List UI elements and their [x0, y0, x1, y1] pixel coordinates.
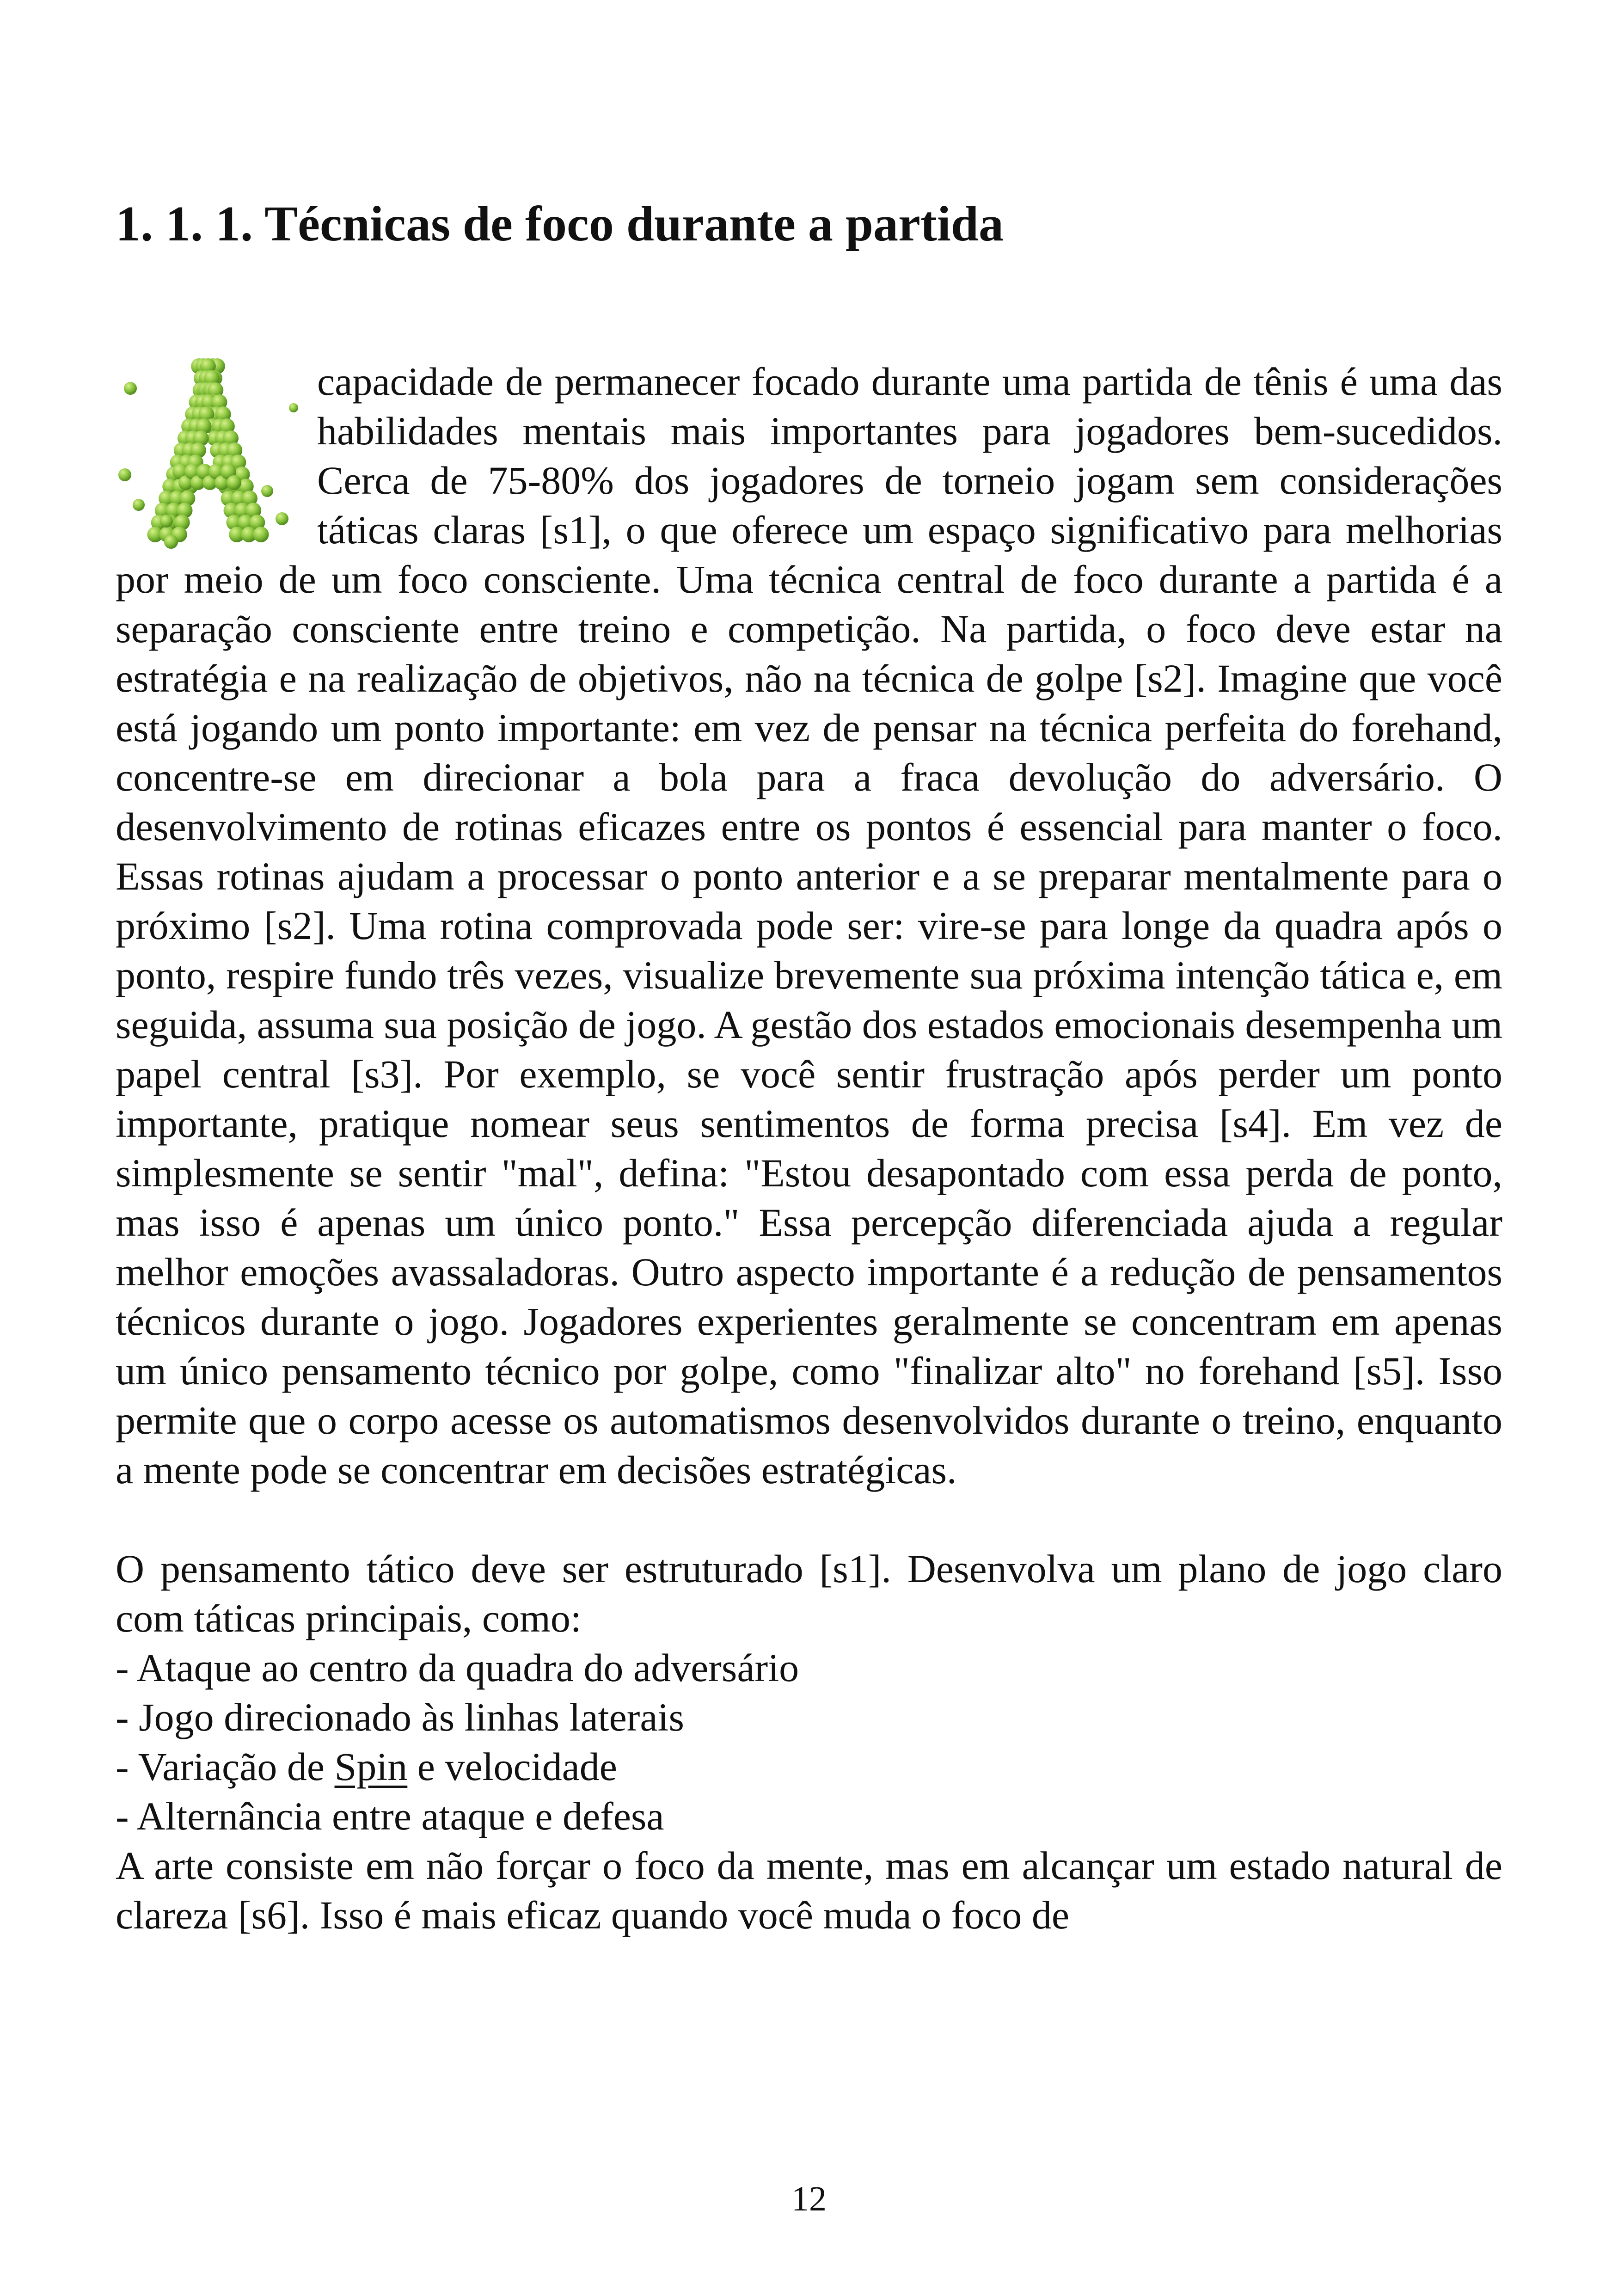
- dropcap-ball: [276, 512, 288, 525]
- spin-link[interactable]: Spin: [334, 1744, 408, 1789]
- dropcap-ball: [160, 515, 173, 528]
- dropcap-ball: [118, 468, 131, 481]
- dropcap-ball: [124, 382, 137, 395]
- dropcap-ball: [133, 499, 145, 511]
- body-text: [116, 357, 1502, 1940]
- list-item: - Ataque ao centro da quadra do adversário: [116, 1645, 799, 1690]
- paragraph-intro: [116, 357, 1502, 1495]
- section-heading: 1. 1. 1. Técnicas de foco durante a partida: [116, 196, 1004, 252]
- paragraph-intro-text: capacidade de permanecer focado durante uma partida de tênis é uma das habilidades mentais mais importantes para jogadores bem-sucedidos. Cerca de 75-80% dos jogadores de torneio jogam sem considerações táticas claras [s1], o que oferece um espaço significativo para melhorias por meio de um foco consciente. Uma técnica central de foco durante a partida é a separação consciente entre treino e competição. Na partida, o foco deve estar na estratégia e na realização de objetivos, não na técnica de golpe [s2]. Imagine que você está jogando um ponto importante: em vez de pensar na técnica perfeita do forehand, concentre-se em direcionar a bola para a fraca devolução do adversário. O desenvolvimento de rotinas eficazes entre os pontos é essencial para manter o foco. Essas rotinas ajudam a processar o ponto anterior e a se preparar mentalmente para o próximo [s2]. Uma rotina comprovada pode ser: vire-se para longe da quadra após o ponto, respire fundo três vezes, visualize brevemente sua próxima intenção tática e, em seguida, assuma sua posição de jogo. A gestão dos estados emocionais desempenha um papel central [s3]. Por exemplo, se você sentir frustração após perder um ponto importante, pratique nomear seus sentimentos de forma precisa [s4]. Em vez de simplesmente se sentir "mal", defina: "Estou desapontado com essa perda de ponto, mas isso é apenas um único ponto." Essa percepção diferenciada ajuda a regular melhor emoções avassaladoras. Outro aspecto importante é a redução de pensamentos técnicos durante o jogo. Jogadores experientes geralmente se concentram em apenas um único pensamento técnico por golpe, como "finalizar alto" no forehand [s5]. Isso permite que o corpo acesse os automatismos desenvolvidos durante o treino, enquanto a mente pode se concentrar em decisões estratégicas.: [116, 359, 1502, 1492]
- list-item: - Alternância entre ataque e defesa: [116, 1794, 664, 1838]
- dropcap-ball: [289, 403, 298, 412]
- dropcap-letter-a-image: [111, 352, 305, 551]
- list-item: [116, 1742, 1502, 1792]
- dropcap-svg: [111, 352, 305, 551]
- page-number: 12: [791, 2179, 827, 2218]
- list-item: - Jogo direcionado às linhas laterais: [116, 1695, 684, 1739]
- paragraph-closing: A arte consiste em não forçar o foco da mente, mas em alcançar um estado natural de clareza [s6]. Isso é mais eficaz quando você muda o foco de: [116, 1843, 1502, 1937]
- dropcap-ball: [253, 527, 269, 542]
- dropcap-ball: [227, 475, 241, 490]
- paragraph-tactical: O pensamento tático deve ser estruturado [s1]. Desenvolva um plano de jogo claro com táticas principais, como:: [116, 1547, 1502, 1640]
- dropcap-ball: [261, 485, 273, 497]
- list-item-suffix: e velocidade: [407, 1744, 617, 1789]
- tactics-list: [116, 1643, 1502, 1841]
- list-item-prefix: - Variação de: [116, 1744, 335, 1789]
- dropcap-ball: [164, 535, 178, 549]
